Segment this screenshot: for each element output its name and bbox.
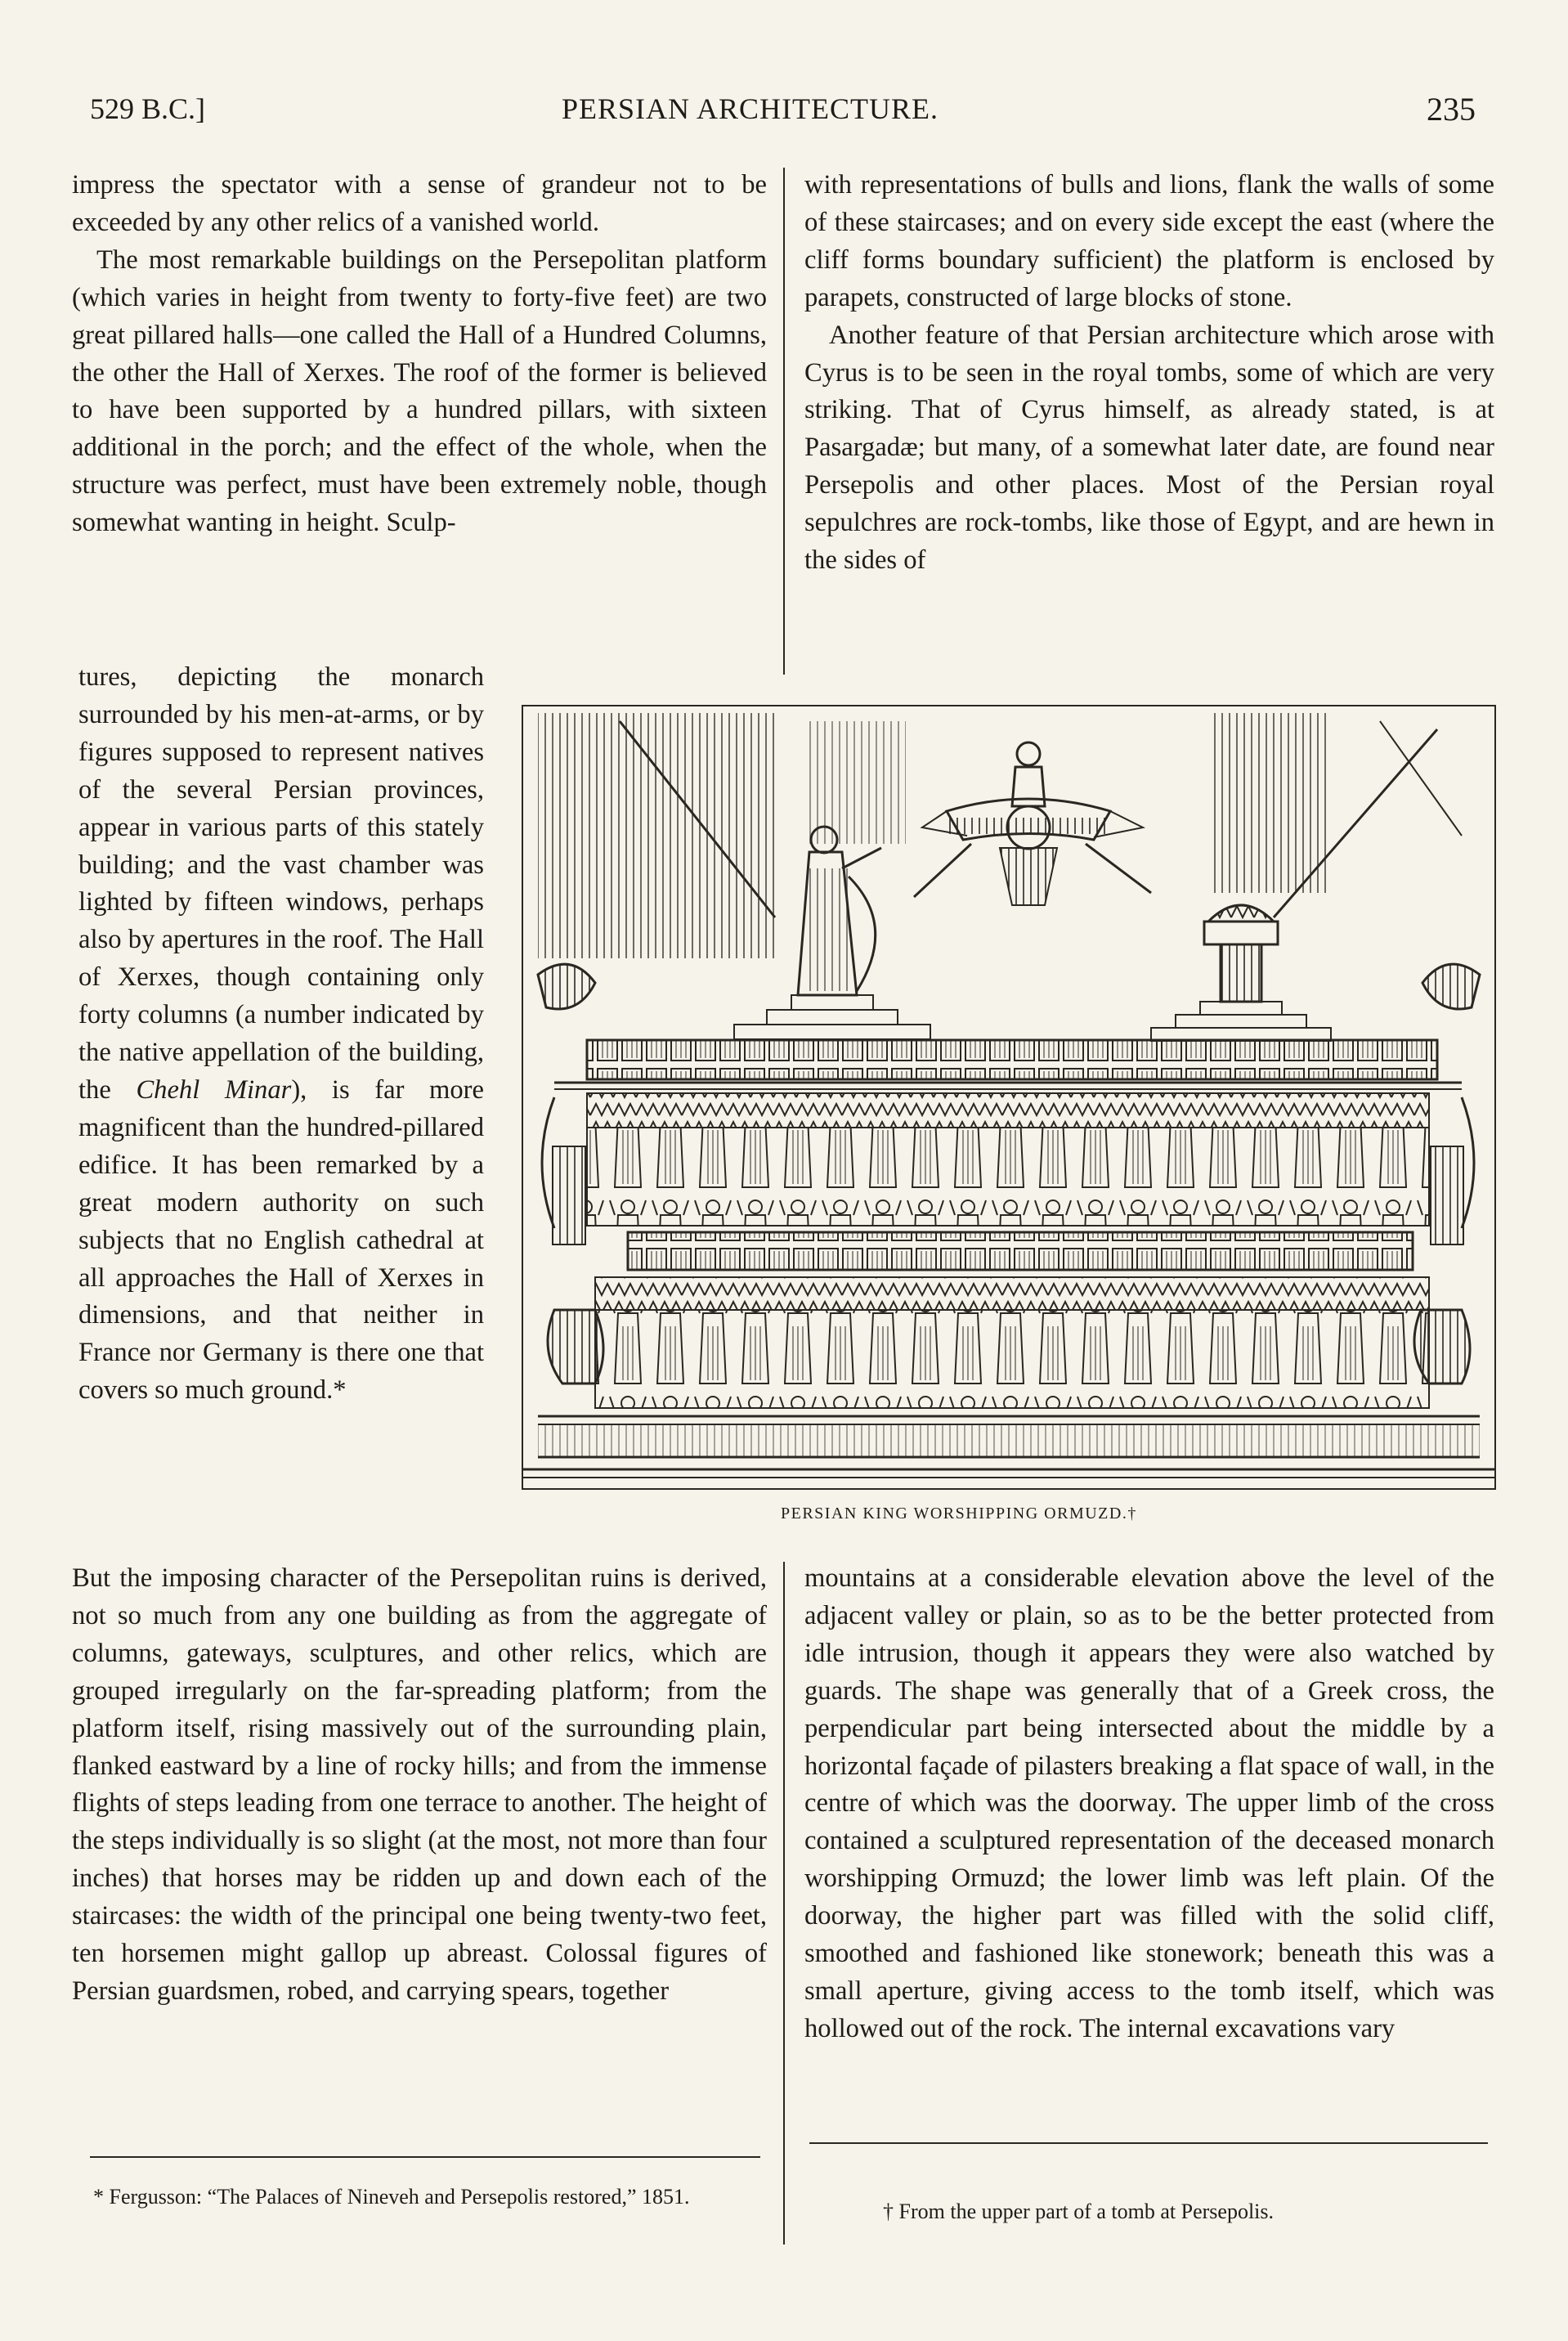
left-paragraph-1: impress the spectator with a sense of grandeur not to be exceeded by any other relics of a vanished world.: [72, 170, 767, 237]
left-narrow-column: [78, 659, 484, 1410]
relief-illustration: [522, 705, 1496, 1490]
curtain-left: [538, 713, 775, 958]
left-column-top: [72, 167, 767, 542]
right-paragraph-3: mountains at a considerable elevation above the level of the adjacent valley or plain, so as to be the better protected from idle intrusion, though it appears they were also watched by guards. The shape was generally that of a Greek cross, the perpendicular part being intersected about the middle by a horizontal façade of pilasters breaking a flat space of wall, in the centre of which was the doorway. The upper limb of the cross contained a sculptured representation of the deceased monarch worshipping Ormuzd; the lower limb was left plain. Of the doorway, the higher part was filled with the solid cliff, smoothed and fashioned like stonework; beneath this was a small aperture, giving access to the tomb itself, which was hollowed out of the rock. The internal excavations vary: [804, 1563, 1494, 2043]
left-paragraph-2: The most remarkable buildings on the Persepolitan platform (which varies in height from twenty to forty-five feet) are two great pillared halls—one called the Hall of a Hundred Columns, the other the Hall of Xerxes. The roof of the former is believed to have been supported by a hundred pillars, with sixteen additional in the porch; and the effect of the whole, when the structure was perfect, must have been extremely noble, though somewhat wanting in height. Sculp-: [72, 244, 767, 538]
footnote-rule-right: [809, 2142, 1488, 2144]
left-paragraph-3: But the imposing character of the Persepolitan ruins is derived, not so much from any one building as from the aggregate of columns, gateways, sculptures, and other relics, which are grouped irregularly on the far-spreading platform; from the platform itself, rising massively out of the surrounding plain, flanked eastward by a line of rocky hills; and from the immense flights of steps leading from one terrace to another. The height of the steps individually is so slight (at the most, not more than four inches) that horses may be ridden up and down each of the staircases: the width of the principal one being twenty-two feet, ten horsemen might gallop up abreast. Colossal figures of Persian guardsmen, robed, and carrying spears, together: [72, 1563, 767, 2006]
right-column-bottom: [804, 1560, 1494, 2048]
upper-cornice: [587, 1040, 1437, 1079]
header-date: 529 B.C.]: [90, 92, 206, 125]
narrow-text-a: tures, depicting the monarch surrounded by his men-at-arms, or by figures supposed to represent natives of the several Persian provinces, appear in various parts of this stately building; and the vast chamber was lighted by fifteen windows, perhaps also by apertures in the roof. The Hall of Xerxes, though containing only forty columns (a number indicated by the native appellation of the building, the: [78, 662, 484, 1105]
right-paragraph-1: with representations of bulls and lions, flank the walls of some of these staircases; and on every side except the east (where the cliff forms boundary sufficient) the platform is enclosed by parapets, constructed of large blocks of stone.: [804, 170, 1494, 312]
figure-caption: PERSIAN KING WORSHIPPING ORMUZD.†: [781, 1505, 1137, 1523]
left-column-bottom: [72, 1560, 767, 2011]
right-paragraph-2: Another feature of that Persian architecture which arose with Cyrus is to be seen in the royal tombs, some of which are very striking. That of Cyrus himself, as already stated, is at Pasargadæ; but many, of a somewhat later date, are found near Persepolis and other places. Most of the Persian royal sepulchres are rock-tombs, like those of Egypt, and are hewn in the sides of: [804, 320, 1494, 576]
middle-band: [628, 1232, 1413, 1270]
lower-figure-row: [595, 1310, 1429, 1408]
footnote-rule-left: [90, 2156, 760, 2158]
upper-figure-row: [587, 1128, 1429, 1226]
column-rule-top: [783, 168, 785, 675]
column-rule-bottom: [783, 1562, 785, 2245]
footnote-left: * Fergusson: “The Palaces of Nineveh and Persepolis restored,” 1851.: [93, 2185, 690, 2209]
right-column-top: [804, 167, 1494, 580]
footnote-right: † From the upper part of a tomb at Persepolis.: [883, 2200, 1275, 2223]
page-title: PERSIAN ARCHITECTURE.: [562, 92, 939, 125]
chehl-minar: Chehl Minar: [136, 1074, 292, 1105]
narrow-text-b: ), is far more magnificent than the hundred-pillared edifice. It has been remarked by a great modern authority on such subjects that no English cathedral at all approaches the Hall of Xerxes in dimensions, and that neither in France nor Germany is there one that covers so much ground.*: [78, 1074, 484, 1406]
page-number: 235: [1427, 91, 1476, 128]
curtain-right: [1208, 713, 1331, 893]
